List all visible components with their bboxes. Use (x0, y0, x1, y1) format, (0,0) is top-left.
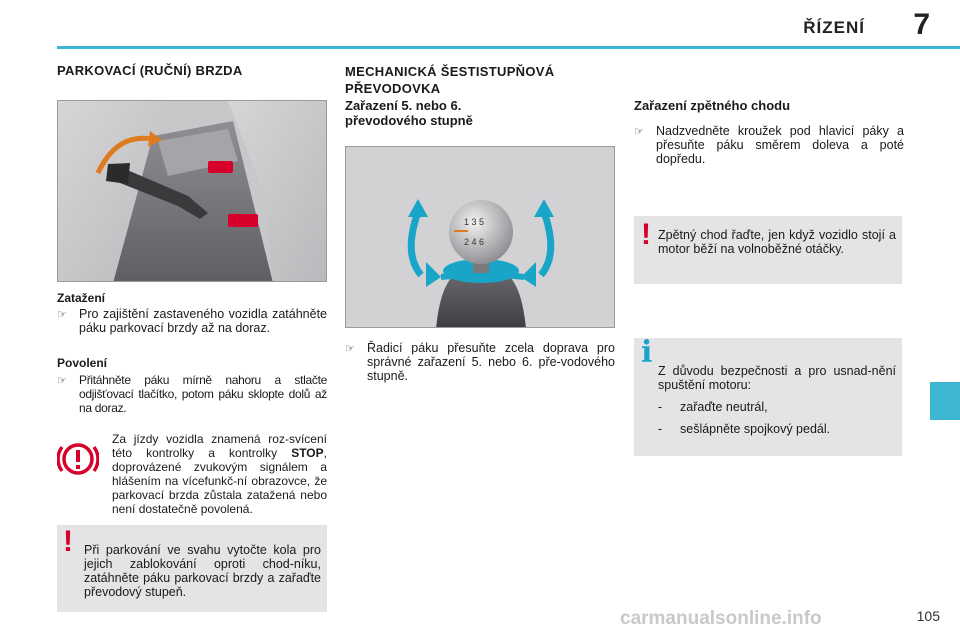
safety-info-block (658, 364, 896, 436)
release-text: Přitáhněte páku mírně nahoru a stlačte odjišťovací tlačítko, potom páku sklopte dolů až na doraz. (79, 373, 327, 415)
header-rule (57, 46, 960, 49)
slope-parking-note (57, 525, 327, 612)
chapter-number: 7 (913, 8, 930, 41)
safety-info-intro: Z důvodu bezpečnosti a pro usnad-nění spuštění motoru: (658, 364, 896, 392)
reverse-warning-note (634, 216, 902, 284)
page-number: 105 (916, 608, 940, 624)
gear-5-6-text: Řadicí páku přesuňte zcela doprava pro správné zařazení 5. nebo 6. pře-vodového stupně. (367, 341, 615, 383)
info-item-clutch: sešlápněte spojkový pedál. (680, 422, 831, 436)
pointing-hand-icon: ☞ (634, 126, 644, 138)
engage-text: Pro zajištění zastaveného vozidla zatáhněte páku parkovací brzdy až na doraz. (79, 307, 327, 335)
dash-marker: - (658, 400, 663, 414)
reverse-gear-text: Nadzvedněte kroužek pod hlavicí páky a přesuňte páku směrem doleva a poté dopředu. (656, 124, 904, 166)
gear-lever-illustration (346, 147, 615, 328)
slope-parking-text: Při parkování ve svahu vytočte kola pro jejich zablokování oproti chod-níku, zatáhněte páku parkovací brzdy a zařaďte převodový stupeň. (84, 543, 321, 599)
safety-info-note (634, 335, 902, 456)
gear-5-6-subtitle: Zařazení 5. nebo 6. převodového stupně (345, 98, 473, 128)
gearbox-title: MECHANICKÁ ŠESTISTUPŇOVÁ PŘEVODOVKA (345, 64, 555, 96)
handbrake-illustration (58, 101, 327, 282)
watermark: carmanualsonline.info (620, 608, 822, 629)
info-icon: i (641, 335, 653, 370)
chapter-side-tab (930, 382, 960, 420)
pointing-hand-icon: ☞ (57, 375, 67, 387)
dash-marker: - (658, 422, 663, 436)
warning-text-stop: STOP (291, 446, 324, 460)
reverse-gear-subtitle: Zařazení zpětného chodu (634, 98, 791, 113)
exclamation-icon: ! (641, 218, 651, 251)
gear-lever-photo (345, 146, 615, 328)
brake-warning-paragraph (57, 432, 327, 516)
release-label: Povolení (57, 356, 108, 370)
gear-5-6-paragraph (345, 341, 615, 383)
section-title: ŘÍZENÍ (803, 18, 865, 37)
warning-text-after: , doprovázené zvukovým signálem a hlášením na vícefunkč-ní obrazovce, že parkovací brzda zůstala zatažená nebo není dostatečně povolená. (112, 446, 327, 516)
warning-text-before: Za jízdy vozidla znamená roz-svícení této kontrolky a kontrolky (112, 432, 327, 460)
engage-label: Zatažení (57, 291, 106, 305)
pointing-hand-icon: ☞ (345, 343, 355, 355)
knob-numbers-bottom: 2 4 6 (464, 237, 485, 247)
release-paragraph (57, 373, 327, 415)
info-item-neutral: zařaďte neutrál, (680, 400, 768, 414)
reverse-warning-text: Zpětný chod řaďte, jen když vozidlo stojí a motor běží na volnoběžné otáčky. (658, 228, 896, 256)
parking-brake-title: PARKOVACÍ (RUČNÍ) BRZDA (57, 63, 243, 78)
reverse-gear-paragraph (634, 124, 904, 166)
list-item (658, 400, 896, 414)
pointing-hand-icon: ☞ (57, 309, 67, 321)
exclamation-icon: ! (63, 525, 73, 558)
engage-paragraph (57, 307, 327, 335)
handbrake-photo (57, 100, 327, 282)
knob-numbers-top: 1 3 5 (464, 217, 485, 227)
list-item (658, 422, 896, 436)
